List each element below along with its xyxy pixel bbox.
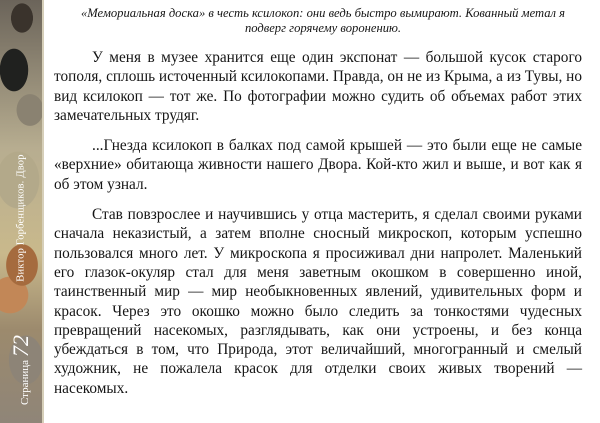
page-number-vertical [8,335,34,405]
paragraph-1: У меня в музее хранится еще один экспонат — большой кусок старого тополя, сплошь источенный ксилокопами. Правда, он не из Крыма, а из Тувы, но вид ксилокоп — тот же. По фотографии можно судить об объемах работ этих замечательных трудяг. [54,49,582,124]
page-number: 72 [8,334,33,357]
author-title-vertical: Виктор Горбенщиков. Двор [15,154,27,282]
sidebar-divider [42,0,44,423]
page-content [54,6,582,409]
paragraph-3: Став повзрослее и научившись у отца мастерить, я сделал своими руками сначала неказистый, а затем вполне сносный микроскоп, которым успешно пользовался много лет. У микроскопа я просиживал дни напролет. Маленький его глазок-окуляр стал для меня заветным окошком в совершенно иной, таинственный мир — мир необыкновенных явлений, удивительных форм и красок. Через это окошко можно было следить за тонкостями чудесных превращений насекомых, разглядывать, как они устроены, и без конца убеждаться в том, что Природа, этот величайший, многогранный и смелый художник, не пожалела красок для отделки своих живых творений — насекомых. [54,206,582,397]
paragraph-2: ...Гнезда ксилокоп в балках под самой крышей — это были еще не самые «верхние» обитающа живности нашего Двора. Кой-кто жил и выше, и вот как я об этом узнал. [54,137,582,193]
page-label: Страница [19,359,31,406]
photo-caption: «Мемориальная доска» в честь ксилокоп: они ведь быстро вымирают. Кованный метал я подверг горячему воронению. [80,6,566,35]
